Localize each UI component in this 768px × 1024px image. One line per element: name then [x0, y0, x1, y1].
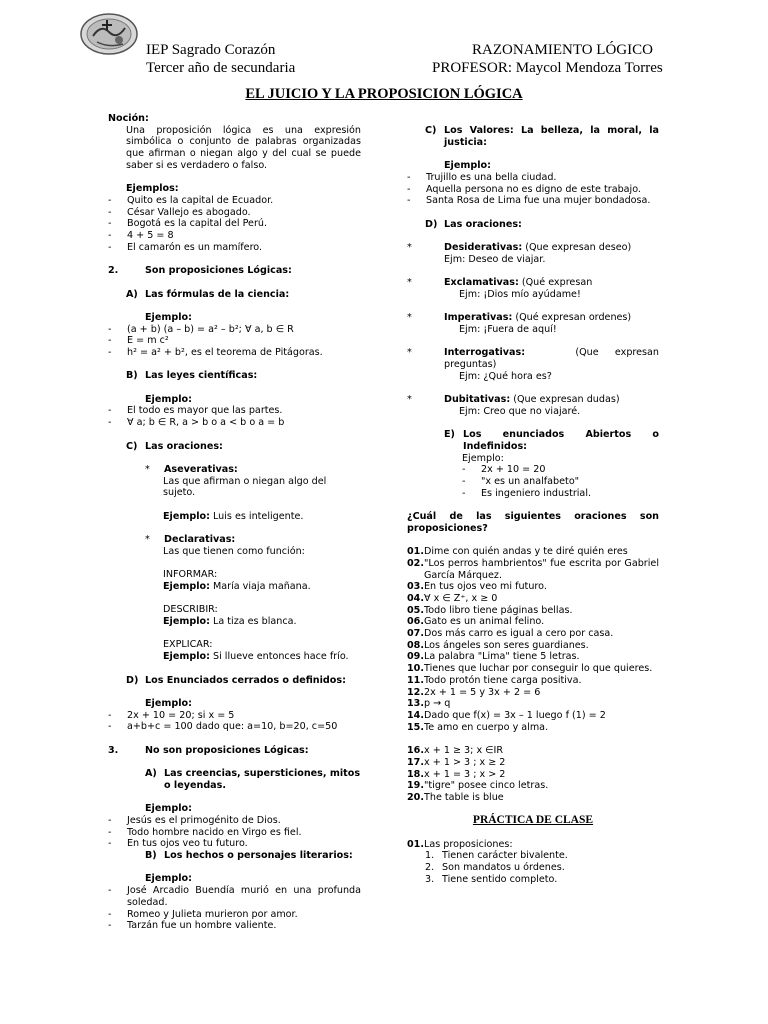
- list-item: - José Arcadio Buendía murió en una profunda soledad.: [108, 885, 361, 908]
- list-item: 05. Todo libro tiene páginas bellas.: [407, 604, 573, 616]
- list-item: - El camarón es un mamífero.: [108, 241, 263, 253]
- aseverativas-item: * Aseverativas:: [145, 463, 238, 475]
- subsection-d-heading: D) Los Enunciados cerrados o definidos:: [126, 674, 346, 686]
- interrogativas-example: Ejm: ¿Qué hora es?: [459, 370, 552, 382]
- creencias-list: [108, 815, 361, 850]
- list-item: - Tarzán fue un hombre valiente.: [108, 920, 277, 932]
- explicar-example: Ejemplo: Si llueve entonces hace frío.: [163, 651, 349, 663]
- imperativas-example: Ejm: ¡Fuera de aquí!: [459, 323, 557, 335]
- list-item: - Bogotá es la capital del Perú.: [108, 218, 268, 230]
- subsection-b-heading: B) Las leyes científicas:: [126, 370, 258, 382]
- grade-level: Tercer año de secundaria: [146, 60, 296, 76]
- list-item: 15. Te amo en cuerpo y alma.: [407, 721, 549, 733]
- aseverativas-desc: Las que afirman o niegan algo del sujeto.: [163, 475, 327, 499]
- list-item: - César Vallejo es abogado.: [108, 206, 251, 218]
- informar-example: Ejemplo: María viaja mañana.: [163, 580, 311, 592]
- list-item: 17. x + 1 > 3 ; x ≥ 2: [407, 756, 506, 768]
- list-item: - 2x + 10 = 20: [462, 464, 546, 476]
- oraciones-list: [407, 546, 659, 733]
- subsection-e-heading: E) Los enunciados Abiertos o Indefinidos:: [444, 429, 659, 452]
- list-item: 2. Son mandatos u órdenes.: [425, 862, 565, 874]
- ejemplos-list: [108, 195, 361, 254]
- question-heading: ¿Cuál de las siguientes oraciones son proposiciones?: [407, 511, 659, 534]
- left-column: [108, 113, 361, 932]
- list-item: 1. Tienen carácter bivalente.: [425, 850, 568, 862]
- list-item: 10. Tienes que luchar por conseguir lo que quieres.: [407, 663, 653, 675]
- leyes-list: [108, 405, 361, 428]
- list-item: 16. x + 1 ≥ 3; x ∈IR: [407, 745, 504, 757]
- right-column: [407, 125, 659, 886]
- ejemplo-label: Ejemplo:: [145, 393, 192, 405]
- section-3-heading: 3. No son proposiciones Lógicas:: [108, 744, 309, 756]
- list-item: 08. Los ángeles son seres guardianes.: [407, 639, 589, 651]
- section-2-heading: 2. Son proposiciones Lógicas:: [108, 265, 292, 277]
- ejemplo-label: Ejemplo:: [145, 803, 192, 815]
- enunciados-list: [108, 710, 361, 733]
- nocion-text: Una proposición lógica es una expresión simbólica o conjunto de palabras organizadas que afirman o niegan algo y del cual se puede saber si es verdadero o falso.: [126, 124, 361, 171]
- list-item: - Jesús es el primogénito de Dios.: [108, 814, 281, 826]
- desiderativas-example: Ejm: Deseo de viajar.: [444, 253, 546, 265]
- list-item: 13. p → q: [407, 698, 451, 710]
- list-item: 01. Dime con quién andas y te diré quién eres: [407, 546, 628, 558]
- practica-title: PRÁCTICA DE CLASE: [472, 814, 594, 827]
- list-item: - "x es un analfabeto": [462, 475, 580, 487]
- aseverativas-example: Ejemplo: Luis es inteligente.: [163, 510, 304, 522]
- explicar-label: EXPLICAR:: [163, 639, 213, 651]
- exclamativas-item: * Exclamativas: (Qué expresan: [407, 277, 593, 289]
- subsection-d-oraciones-heading: D) Las oraciones:: [425, 218, 522, 230]
- teacher-name: PROFESOR: Maycol Mendoza Torres: [432, 60, 663, 76]
- list-item: - Es ingeniero industrial.: [462, 487, 592, 499]
- nocion-label: Noción:: [108, 113, 149, 124]
- list-item: 20. The table is blue: [407, 791, 504, 803]
- list-item: - En tus ojos veo tu futuro.: [108, 838, 248, 850]
- describir-example: Ejemplo: La tiza es blanca.: [163, 616, 297, 628]
- ejemplos-label: Ejemplos:: [126, 183, 179, 195]
- declarativas-item: * Declarativas:: [145, 534, 236, 546]
- practica-options: [407, 850, 659, 885]
- dubitativas-example: Ejm: Creo que no viajaré.: [459, 405, 581, 417]
- practica-question-1: 01. Las proposiciones:: [407, 838, 513, 850]
- list-item: - h² = a² + b², es el teorema de Pitágoras.: [108, 347, 323, 358]
- list-item: 09. La palabra "Lima" tiene 5 letras.: [407, 651, 580, 663]
- list-item: 11. Todo protón tiene carga positiva.: [407, 674, 582, 686]
- list-item: - 2x + 10 = 20; si x = 5: [108, 709, 235, 721]
- page-title: EL JUICIO Y LA PROPOSICION LÓGICA: [245, 86, 523, 102]
- school-logo: [79, 12, 139, 56]
- list-item: 07. Dos más carro es igual a cero por casa.: [407, 628, 614, 640]
- interrogativas-item: * Interrogativas: (Que expresan preguntas): [407, 347, 659, 370]
- list-item: - Santa Rosa de Lima fue una mujer bondadosa.: [407, 195, 651, 207]
- ejemplo-label: Ejemplo:: [444, 160, 491, 172]
- ejemplo-label: Ejemplo:: [145, 697, 192, 709]
- declarativas-desc: Las que tienen como función:: [163, 545, 305, 557]
- list-item: - (a + b) (a – b) = a² – b²; ∀ a, b ∈ R: [108, 323, 294, 335]
- subsection-c-valores-heading: C) Los Valores: La belleza, la moral, la justicia:: [425, 125, 659, 148]
- list-item: 06. Gato es un animal felino.: [407, 616, 545, 628]
- oraciones-list-2: [407, 745, 659, 804]
- list-item: 19. "tigre" posee cinco letras.: [407, 780, 549, 792]
- desiderativas-item: * Desiderativas: (Que expresan deseo): [407, 241, 632, 253]
- dubitativas-item: * Dubitativas: (Que expresan dudas): [407, 394, 620, 406]
- list-item: - Aquella persona no es digno de este trabajo.: [407, 183, 641, 195]
- list-item: - Romeo y Julieta murieron por amor.: [108, 908, 298, 920]
- list-item: 04. ∀ x ∈ Z⁺, x ≥ 0: [407, 592, 498, 604]
- formulas-list: [108, 324, 361, 359]
- list-item: - E = m c²: [108, 335, 169, 347]
- subsection-3b-heading: B) Los hechos o personajes literarios:: [145, 850, 353, 862]
- list-item: 12. 2x + 1 = 5 y 3x + 2 = 6: [407, 686, 541, 698]
- subsection-a-heading: A) Las fórmulas de la ciencia:: [126, 288, 290, 300]
- imperativas-item: * Imperativas: (Qué expresan ordenes): [407, 312, 632, 324]
- list-item: - ∀ a; b ∈ R, a > b o a < b o a = b: [108, 417, 285, 429]
- list-item: 18. x + 1 = 3 ; x > 2: [407, 768, 506, 780]
- list-item: - Quito es la capital de Ecuador.: [108, 194, 274, 206]
- school-name: IEP Sagrado Corazón: [146, 42, 276, 58]
- course-name: RAZONAMIENTO LÓGICO: [472, 42, 653, 58]
- exclamativas-example: Ejm: ¡Dios mío ayúdame!: [459, 288, 581, 300]
- literarios-list: [108, 885, 361, 932]
- informar-label: INFORMAR:: [163, 569, 218, 581]
- describir-label: DESCRIBIR:: [163, 604, 218, 616]
- ejemplo-label: Ejemplo:: [145, 873, 192, 885]
- ejemplo-label: Ejemplo:: [462, 452, 504, 464]
- subsection-3a-heading: A) Las creencias, supersticiones, mitos o leyendas.: [145, 768, 361, 791]
- enunciados-abiertos-list: [407, 464, 659, 499]
- ejemplo-label: Ejemplo:: [145, 311, 192, 323]
- list-item: - Todo hombre nacido en Virgo es fiel.: [108, 826, 302, 838]
- subsection-c-heading: C) Las oraciones:: [126, 440, 223, 452]
- list-item: - El todo es mayor que las partes.: [108, 405, 283, 417]
- list-item: 03. En tus ojos veo mi futuro.: [407, 581, 547, 593]
- list-item: 02. "Los perros hambrientos" fue escrita por Gabriel García Márquez.: [407, 557, 659, 581]
- list-item: 3. Tiene sentido completo.: [425, 873, 558, 885]
- valores-list: [407, 172, 659, 207]
- list-item: - 4 + 5 = 8: [108, 230, 174, 242]
- list-item: - a+b+c = 100 dado que: a=10, b=20, c=50: [108, 721, 338, 733]
- list-item: 14. Dado que f(x) = 3x – 1 luego f (1) = 2: [407, 710, 606, 721]
- list-item: - Trujillo es una bella ciudad.: [407, 171, 557, 183]
